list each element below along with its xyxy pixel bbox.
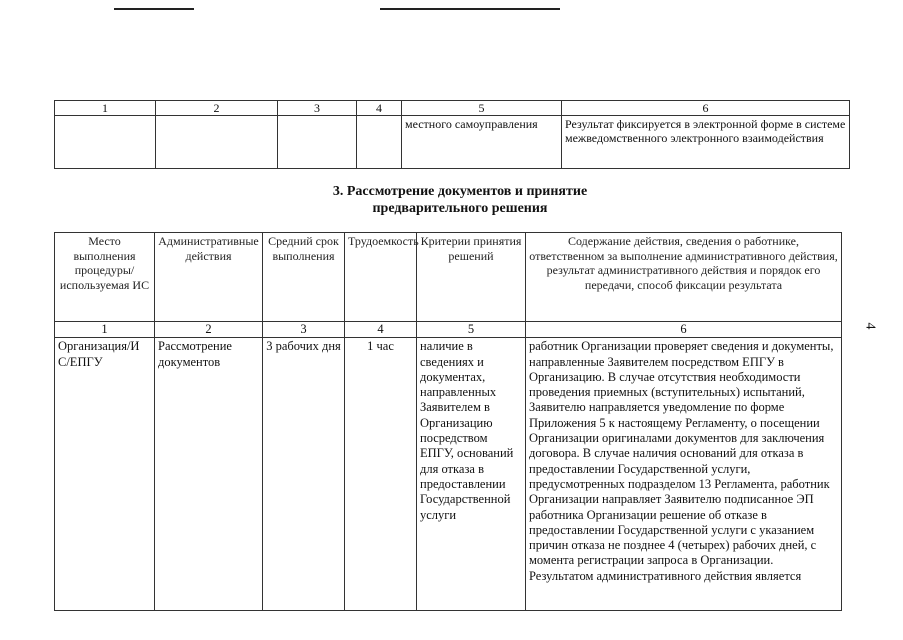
cell-criteria: наличие в сведениях и документах, направленных Заявителем в Организацию посредством ЕПГУ, оснований для отказа в предоставлении Государственной услуги — [417, 338, 526, 611]
column-number: 1 — [55, 101, 156, 116]
continuation-number-row — [55, 101, 850, 116]
column-number: 4 — [357, 101, 402, 116]
cell-content: работник Организации проверяет сведения и документы, направленные Заявителем посредством ЕПГУ в Организацию. В случае отсутствия необходимости проведения приемных (вступительных) испытаний, Заявителю направляется уведомление по форме Приложения 5 к настоящему Регламенту, о посещении Организации оригиналами документов для заключения договора. В случае наличия оснований для отказа в предоставлении Государственной услуги, предусмотренных подразделом 13 Регламента, работник Организации направляет Заявителю подписанное ЭП работника Организации решение об отказе в предоставлении Государственной услуги с указанием причин отказа не позднее 4 (четырех) рабочих дней, с момента регистрации запроса в Организации. Результатом административного действия является — [526, 338, 842, 611]
header-term: Средний срок выполнения — [263, 233, 345, 322]
column-number: 2 — [155, 322, 263, 338]
header-rule-center — [380, 8, 560, 10]
table-cell: Результат фиксируется в электронной форме в системе межведомственного электронного взаимодействия — [562, 116, 850, 169]
header-criteria: Критерии принятия решений — [417, 233, 526, 322]
section-heading-line1: 3. Рассмотрение документов и принятие — [332, 184, 588, 199]
column-number: 4 — [345, 322, 417, 338]
section-heading — [300, 183, 620, 217]
cell-action: Рассмотрение документов — [155, 338, 263, 611]
cell-place: Организация/ИС/ЕПГУ — [55, 338, 155, 611]
column-number: 3 — [278, 101, 357, 116]
cell-term: 3 рабочих дня — [263, 338, 345, 611]
section-heading-line2: предварительного решения — [372, 201, 548, 216]
header-content: Содержание действия, сведения о работнике, ответственном за выполнение административного действия, результат административного действия и порядок его передачи, способ фиксации результата — [526, 233, 842, 322]
table-header-row — [55, 233, 842, 322]
column-number: 1 — [55, 322, 155, 338]
column-number: 6 — [562, 101, 850, 116]
column-number: 5 — [417, 322, 526, 338]
table-cell: местного самоуправления — [402, 116, 562, 169]
table-row — [55, 338, 842, 611]
continuation-table — [54, 100, 850, 169]
procedure-table — [54, 232, 842, 611]
column-number: 3 — [263, 322, 345, 338]
column-number: 2 — [156, 101, 278, 116]
column-number: 5 — [402, 101, 562, 116]
table-cell — [55, 116, 156, 169]
page-number: 4 — [862, 322, 878, 330]
table-cell — [278, 116, 357, 169]
header-effort: Трудоемкость — [345, 233, 417, 322]
table-cell — [357, 116, 402, 169]
header-rule-left — [114, 8, 194, 10]
column-number: 6 — [526, 322, 842, 338]
header-place: Место выполнения процедуры/ используемая ИС — [55, 233, 155, 322]
cell-effort: 1 час — [345, 338, 417, 611]
header-actions: Административные действия — [155, 233, 263, 322]
table-row — [55, 116, 850, 169]
column-number-row — [55, 322, 842, 338]
table-cell — [156, 116, 278, 169]
